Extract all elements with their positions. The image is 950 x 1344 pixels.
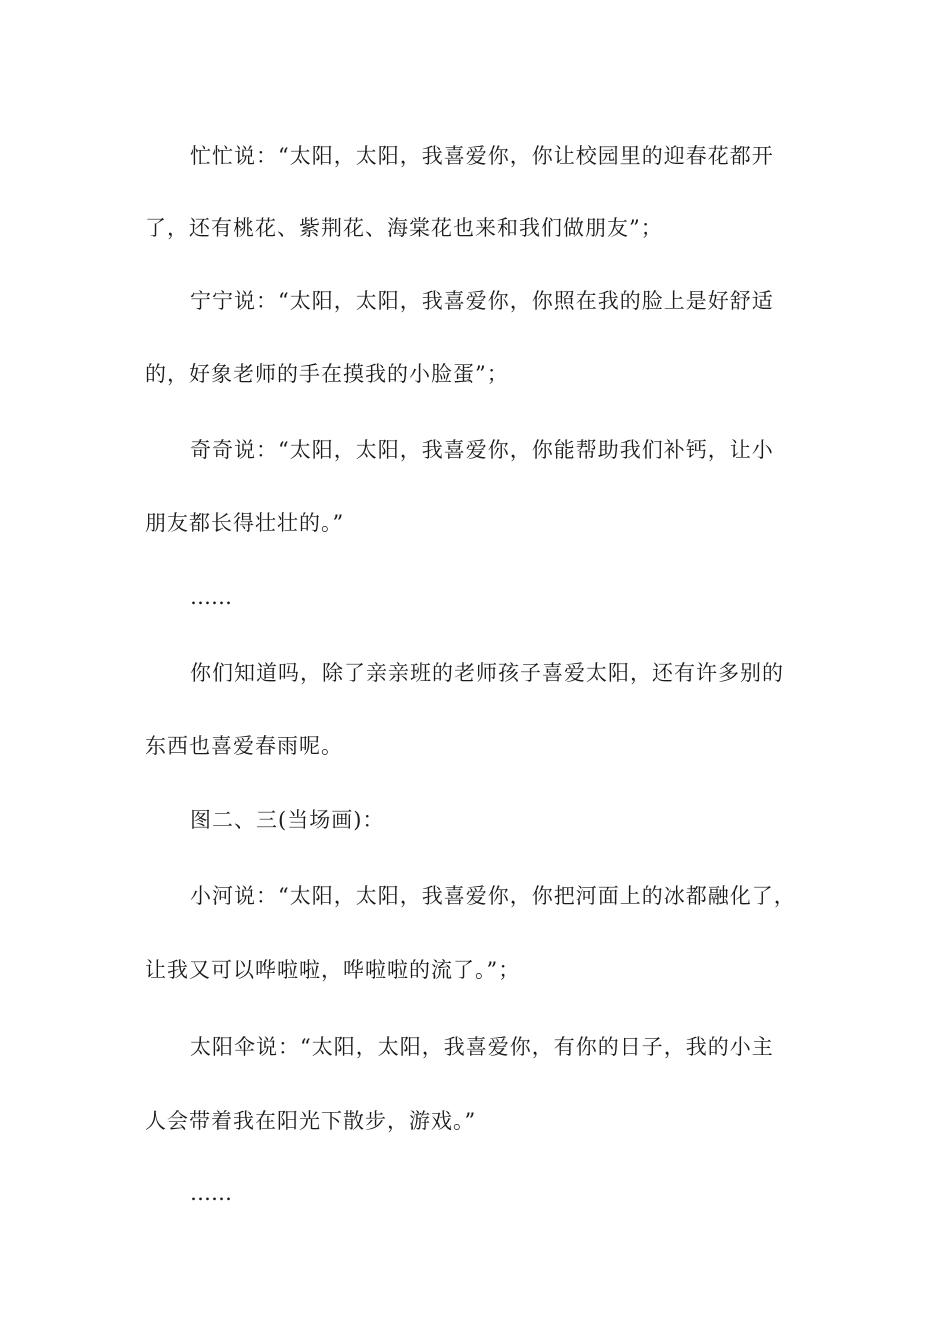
paragraph-line: 的，好象老师的手在摸我的小脸蛋”； [145, 362, 509, 386]
paragraph-line: 宁宁说：“太阳，太阳，我喜爱你，你照在我的脸上是好舒适 [190, 289, 774, 313]
paragraph-line: 你们知道吗，除了亲亲班的老师孩子喜爱太阳，还有许多别的 [190, 661, 784, 685]
paragraph-line: 忙忙说：“太阳，太阳，我喜爱你，你让校园里的迎春花都开 [190, 144, 774, 168]
paragraph-line: 小河说：“太阳，太阳，我喜爱你，你把河面上的冰都融化了， [190, 884, 796, 908]
ellipsis-line: …… [190, 1181, 232, 1205]
paragraph-line: 让我又可以哗啦啦，哗啦啦的流了。”； [145, 958, 521, 982]
paragraph-line: 图二、三(当场画)： [190, 808, 385, 832]
paragraph-line: 奇奇说：“太阳，太阳，我喜爱你，你能帮助我们补钙，让小 [190, 438, 774, 462]
paragraph-line: 朋友都长得壮壮的。” [145, 511, 345, 535]
ellipsis-line: …… [190, 585, 232, 609]
paragraph-line: 人会带着我在阳光下散步，游戏。” [145, 1109, 477, 1133]
paragraph-line: 了，还有桃花、紫荆花、海棠花也来和我们做朋友”； [145, 216, 663, 240]
paragraph-line: 太阳伞说：“太阳，太阳，我喜爱你，有你的日子，我的小主 [190, 1035, 774, 1059]
paragraph-line: 东西也喜爱春雨呢。 [145, 734, 343, 758]
